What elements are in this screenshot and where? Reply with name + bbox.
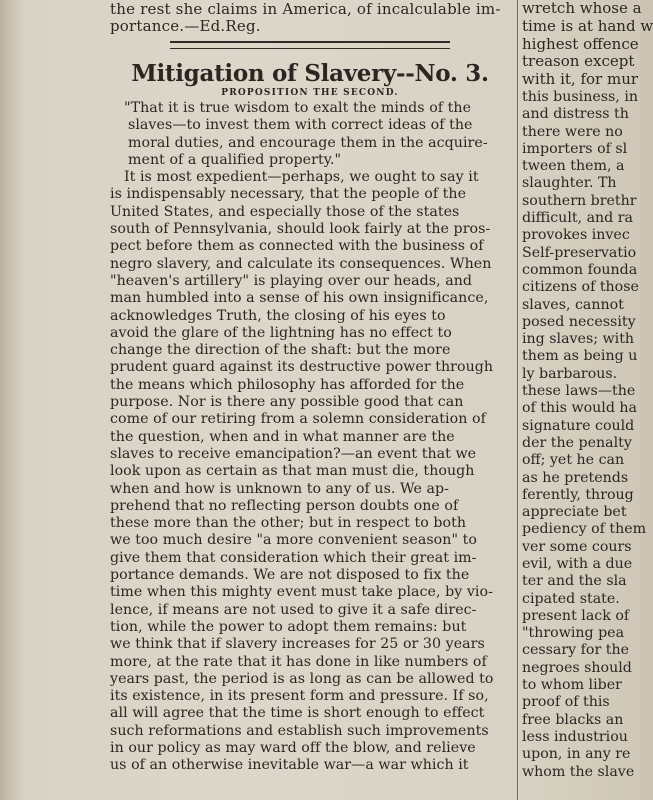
adjacent-column-text-line: and distress th [522,106,629,123]
article-text-line: come of our retiring from a solemn consideration of [110,411,486,428]
adjacent-column-text-line: off; yet he can [522,452,625,469]
article-text-line: years past, the period is as long as can be allowed to [110,670,494,687]
article-text-line: we too much desire "a more convenient season" to [110,532,477,549]
adjacent-column-text-line: cessary for the [522,642,629,659]
article-text-line: such reformations and establish such improvements [110,722,489,739]
article-text-line: when and how is unknown to any of us. We ap- [110,480,449,497]
adjacent-column-text-line: of this would ha [522,400,638,417]
adjacent-column-text-line: cipated state. [522,590,620,607]
adjacent-column-text-line: evil, with a due [522,556,633,572]
article-text-line: us of an otherwise inevitable war—a war which it [110,757,469,774]
article-text-line: purpose. Nor is there any possible good that can [110,394,464,411]
article-text-line: we think that if slavery increases for 25 or 30 years [110,636,485,653]
article-text-line: moral duties, and encourage them in the acquire- [128,134,488,151]
article-text-line: ment of a qualified property." [128,151,342,168]
adjacent-column-text-line: less industriou [522,728,628,745]
article-text-line: slaves—to invest them with correct ideas of the [128,117,473,134]
article-text-line: more, at the rate that it has done in like numbers of [110,653,487,670]
adjacent-column-text-line: pediency of them [522,521,647,538]
adjacent-column-text-line: signature could [522,417,635,434]
article-separator-rule [170,41,450,49]
page-binding-edge [0,0,22,800]
adjacent-column-text-line: there were no [522,123,623,140]
preceding-article-end [110,0,510,35]
adjacent-column-text-line: highest offence [522,34,639,53]
adjacent-column-text-line: posed necessity [522,313,636,330]
adjacent-column-text-line: as he pretends [522,469,629,486]
adjacent-column-text-line: tween them, a [522,158,625,175]
adjacent-column-text-line: ferently, throug [522,486,634,503]
adjacent-column-text-line: with it, for mur [522,70,639,89]
article-text-line: man humbled into a sense of his own insignificance, [110,290,489,307]
adjacent-column-text-line: provokes invec [522,227,630,244]
article-text-line: time when this mighty event must take place, by vio- [110,584,493,601]
adjacent-column-text-line: this business, in [522,88,638,105]
article-text-line: prehend that no reflecting person doubts one of [110,497,459,514]
adjacent-column-text-line: whom the slave [522,763,635,780]
article-text-line: It is most expedient—perhaps, we ought to say it [124,169,479,186]
article-text-line: is indispensably necessary, that the people of the [110,186,467,203]
main-column [110,0,510,800]
article-text-line: portance demands. We are not disposed to fix the [110,567,470,584]
adjacent-column-text-line: ly barbarous. [522,365,618,382]
adjacent-column-text-line: wretch whose a [522,0,642,17]
article-headline: Mitigation of Slavery--No. 3. [131,60,489,87]
adjacent-column-text-line: them as being u [522,348,638,365]
article-text-line: give them that consideration which their great im- [110,549,477,566]
article-text-line: lence, if means are not used to give it a safe direc- [110,601,477,618]
adjacent-column-text-line: "throwing pea [522,625,625,642]
adjacent-column-text-line: ter and the sla [522,573,627,590]
article-subhead: PROPOSITION THE SECOND. [221,88,399,98]
adjacent-column-text-line: ver some cours [522,538,632,555]
adjacent-column-text-line: southern brethr [522,192,637,209]
adjacent-column-text-line: ing slaves; with [522,331,635,348]
article-text-line: tion, while the power to adopt them remains: but [110,618,467,635]
article-text-line: all will agree that the time is short enough to effect [110,705,485,722]
article-text-line: in our policy as may ward off the blow, and relieve [110,739,476,756]
article-body [110,100,510,775]
adjacent-column-text-line: slaughter. Th [522,175,617,192]
article-text-line: the means which philosophy has afforded for the [110,376,465,393]
article-text-line: its existence, in its present form and pressure. If so, [110,688,489,705]
right-column [522,0,653,800]
article-text-line: negro slavery, and calculate its consequences. When [110,255,492,272]
article-text-line: "heaven's artillery" is playing over our heads, and [110,272,473,289]
adjacent-column-text-line: present lack of [522,607,630,624]
adjacent-column-text-line: proof of this [522,694,610,711]
article-text-line: acknowledges Truth, the closing of his eyes to [110,307,446,324]
adjacent-column-text-line: importers of sl [522,140,628,157]
adjacent-column-text-line: Self-preservatio [522,244,637,261]
adjacent-column-text-line: common founda [522,261,638,278]
adjacent-column-text-line: slaves, cannot [522,296,624,313]
adjacent-column-text-line: free blacks an [522,711,624,728]
adjacent-column-text-line: appreciate bet [522,504,627,521]
adjacent-column-text-line: negroes should [522,659,632,676]
text-line: the rest she claims in America, of incalculable im- [110,0,501,18]
article-text-line: avoid the glare of the lightning has no effect to [110,324,452,341]
adjacent-column-text-line: der the penalty [522,434,632,451]
article-text-line: change the direction of the shaft: but the more [110,342,451,359]
adjacent-column-text-line: to whom liber [522,677,622,694]
column-rule [517,0,518,800]
adjacent-column-text-line: these laws—the [522,383,636,400]
article-text-line: the question, when and in what manner are the [110,428,455,445]
article-text-line: look upon as certain as that man must die, though [110,463,475,480]
article-text-line: United States, and especially those of the states [110,203,460,220]
article-text-line: "That it is true wisdom to exalt the minds of the [124,100,472,116]
text-line: portance.—Ed.Reg. [110,17,261,35]
article-text-line: prudent guard against its destructive power through [110,359,494,376]
article-text-line: south of Pennsylvania, should look fairly at the pros- [110,221,491,238]
adjacent-column-text-line: time is at hand w [522,16,653,35]
article-text-line: slaves to receive emancipation?—an event that we [110,445,477,462]
adjacent-column-text-line: difficult, and ra [522,210,634,227]
article-text-line: these more than the other; but in respect to both [110,515,467,532]
adjacent-column-text-line: treason except [522,52,635,71]
article-text-line: pect before them as connected with the business of [110,238,484,255]
adjacent-column-text-line: citizens of those [522,279,639,296]
adjacent-column-text-line: upon, in any re [522,746,631,763]
